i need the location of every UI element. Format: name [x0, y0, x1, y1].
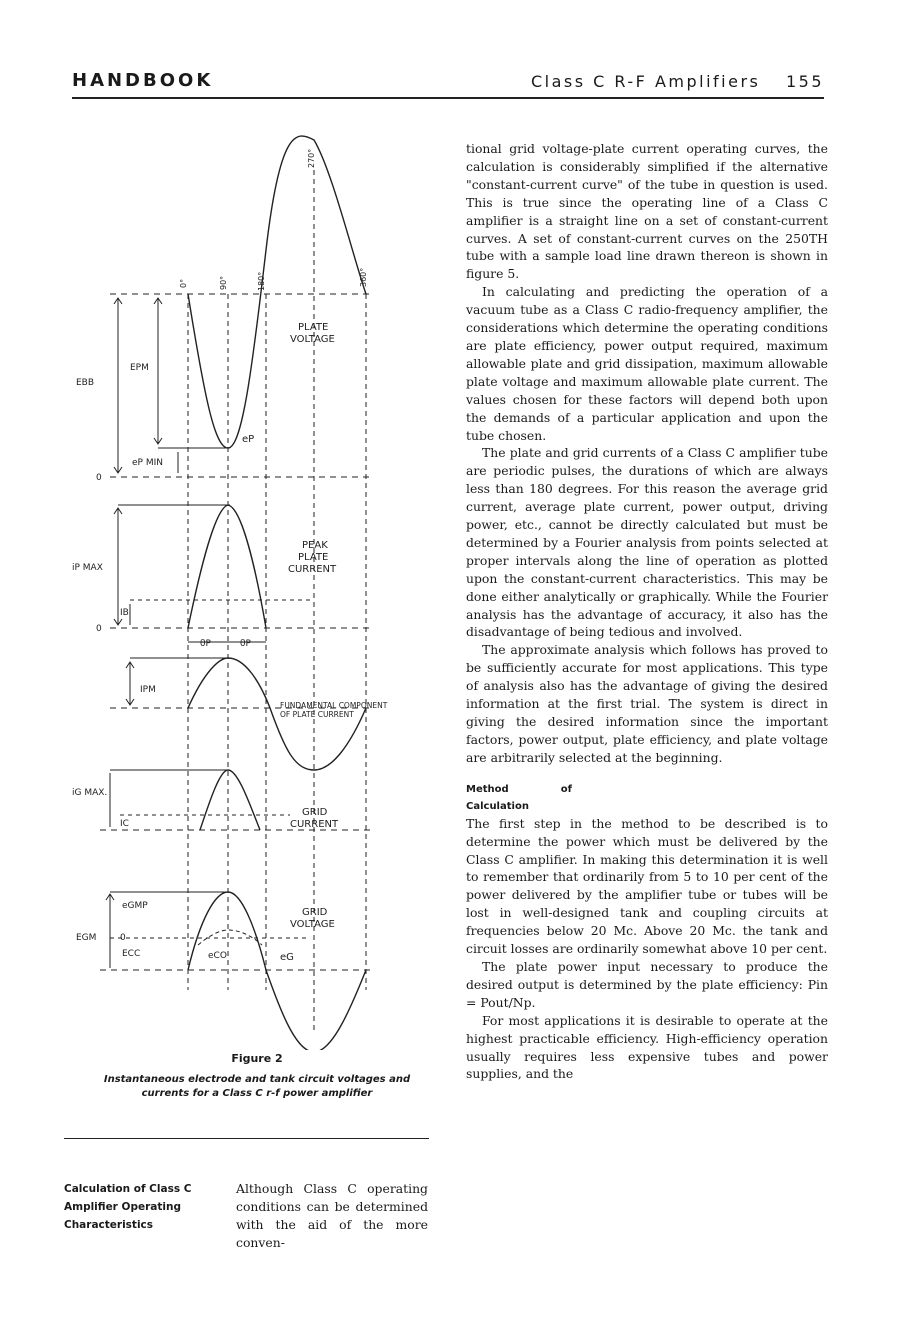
label-ecc: ECC: [122, 949, 141, 959]
plate-voltage-curve: [188, 136, 366, 448]
label-zero-1: 0: [96, 473, 102, 483]
grid-current-pulse: [200, 770, 260, 830]
label-eco: eCO: [208, 951, 227, 961]
section-sidehead: Calculation of Class C Amplifier Operating Characteristics: [64, 1183, 192, 1231]
method-sidehead: Method of Calculation: [466, 783, 572, 812]
epm-arrow: [154, 298, 162, 444]
label-ipmax: iP MAX: [72, 563, 103, 573]
paragraph-2: In calculating and predicting the operation of a vacuum tube as a Class C radio-frequency amplifier, the considerations which determine the operating conditions are plate efficiency, power output required, maximum allowable plate and grid dissipation, maximum allowable plate voltage and maximum allowable plate current. The values chosen for these factors will depend both upon the demands of a particular application and upon the tube chosen.: [466, 284, 828, 443]
paragraph-7: For most applications it is desirable to operate at the highest practicable efficiency. High-efficiency operation usually requires less expensive tubes and power supplies, and the: [466, 1012, 828, 1082]
label-peak-2: PLATE: [298, 552, 329, 563]
method-section: [466, 781, 828, 815]
label-270deg: 270°: [307, 148, 316, 168]
label-egm: EGM: [76, 933, 97, 943]
ipm-arrow: [126, 662, 134, 705]
label-theta-p-2: θP: [240, 639, 251, 649]
left-section: [64, 1180, 428, 1252]
label-egmp: eGMP: [122, 901, 148, 911]
ebb-arrow: [114, 298, 122, 473]
running-head-left: HANDBOOK: [72, 70, 214, 91]
label-360deg: 360°: [359, 267, 368, 287]
paragraph-1: tional grid voltage-plate current operating curves, the calculation is considerably simplified if the alternative "constant-current curve" of the tube in question is used. This is true since the operating line of a Class C amplifier is a straight line on a set of constant-current curves. A set of constant-current curves on the 250TH tube with a sample load line drawn thereon is shown in figure 5.: [466, 141, 828, 282]
label-90deg: 90°: [219, 275, 228, 290]
label-fundamental-2: OF PLATE CURRENT: [280, 710, 354, 719]
label-theta-p-1: θP: [200, 639, 211, 649]
paragraph-6: The plate power input necessary to produce the desired output is determined by the plate efficiency: Pin = Pout/Np.: [466, 958, 828, 1010]
section-text: Although Class C operating conditions can be determined with the aid of the more conven-: [236, 1181, 428, 1250]
label-ebb: EBB: [76, 378, 95, 388]
label-180deg: 180°: [257, 271, 266, 291]
figure-2-diagram: [70, 130, 440, 1050]
running-head-title: Class C R-F Amplifiers: [530, 72, 761, 91]
page-number: 155: [785, 72, 824, 91]
paragraph-3: The plate and grid currents of a Class C amplifier tube are periodic pulses, the durations of which are always less than 180 degrees. For this reason the average grid current, average plate current, power output, driving power, etc., cannot be directly calculated but must be determined by a Fourier analysis from points selected at proper intervals along the line of operation as plotted upon the constant-current characteristics. This may be done either analytically or graphically. While the Fourier analysis has the advantage of accuracy, it also has the disadvantage of being tedious and involved.: [466, 445, 828, 640]
label-fundamental-1: FUNDAMENTAL COMPONENT: [280, 701, 388, 710]
label-peak-3: CURRENT: [288, 564, 337, 575]
egm-arrow: [106, 894, 114, 968]
header-rule: [72, 97, 824, 99]
label-eg: eG: [280, 952, 294, 963]
label-epm: EPM: [130, 363, 149, 373]
grid-voltage-curve: [188, 892, 366, 1050]
label-igmax: iG MAX.: [72, 788, 108, 798]
paragraph-4: The approximate analysis which follows has proved to be sufficiently accurate for most applications. This type of analysis also has the advantage of giving the desired information at the first trial. The system is direct in giving the desired information since the important factors, power output, plate efficiency, and plate voltage are arbitrarily selected at the beginning.: [466, 642, 828, 765]
label-plate-voltage-2: VOLTAGE: [290, 334, 335, 345]
label-grid-voltage-1: GRID: [302, 907, 328, 918]
label-zero-2: 0: [96, 624, 102, 634]
label-0deg: 0°: [179, 278, 188, 288]
right-column: [466, 140, 828, 1083]
label-grid-voltage-2: VOLTAGE: [290, 919, 335, 930]
label-ic: IC: [120, 819, 129, 829]
label-ep: eP: [242, 434, 255, 445]
running-head-right: [531, 72, 824, 91]
label-grid-current-2: CURRENT: [290, 819, 339, 830]
label-ep-min: eP MIN: [132, 458, 163, 468]
figure-title: Figure 2: [231, 1052, 283, 1065]
label-peak-1: PEAK: [302, 540, 328, 551]
figure-rule: [64, 1138, 429, 1139]
label-ipm: IPM: [140, 685, 156, 695]
label-zero-4: 0: [120, 933, 126, 943]
figure-caption: Instantaneous electrode and tank circuit voltages and currents for a Class C r-f power amplifier: [103, 1074, 411, 1099]
label-grid-current-1: GRID: [302, 807, 328, 818]
label-ib: IB: [120, 608, 129, 618]
plate-current-pulse: [188, 505, 266, 628]
paragraph-5: The first step in the method to be described is to determine the power which must be delivered by the Class C amplifier. In making this determination it is well to remember that ordinarily from 5 to 10 per cent of the power delivered by the amplifier tube or tubes will be lost in well-designed tank and coupling circuits at frequencies below 20 Mc. Above 20 Mc. the tank and circuit losses are ordinarily somewhat above 10 per cent.: [466, 815, 828, 957]
label-plate-voltage-1: PLATE: [298, 322, 329, 333]
